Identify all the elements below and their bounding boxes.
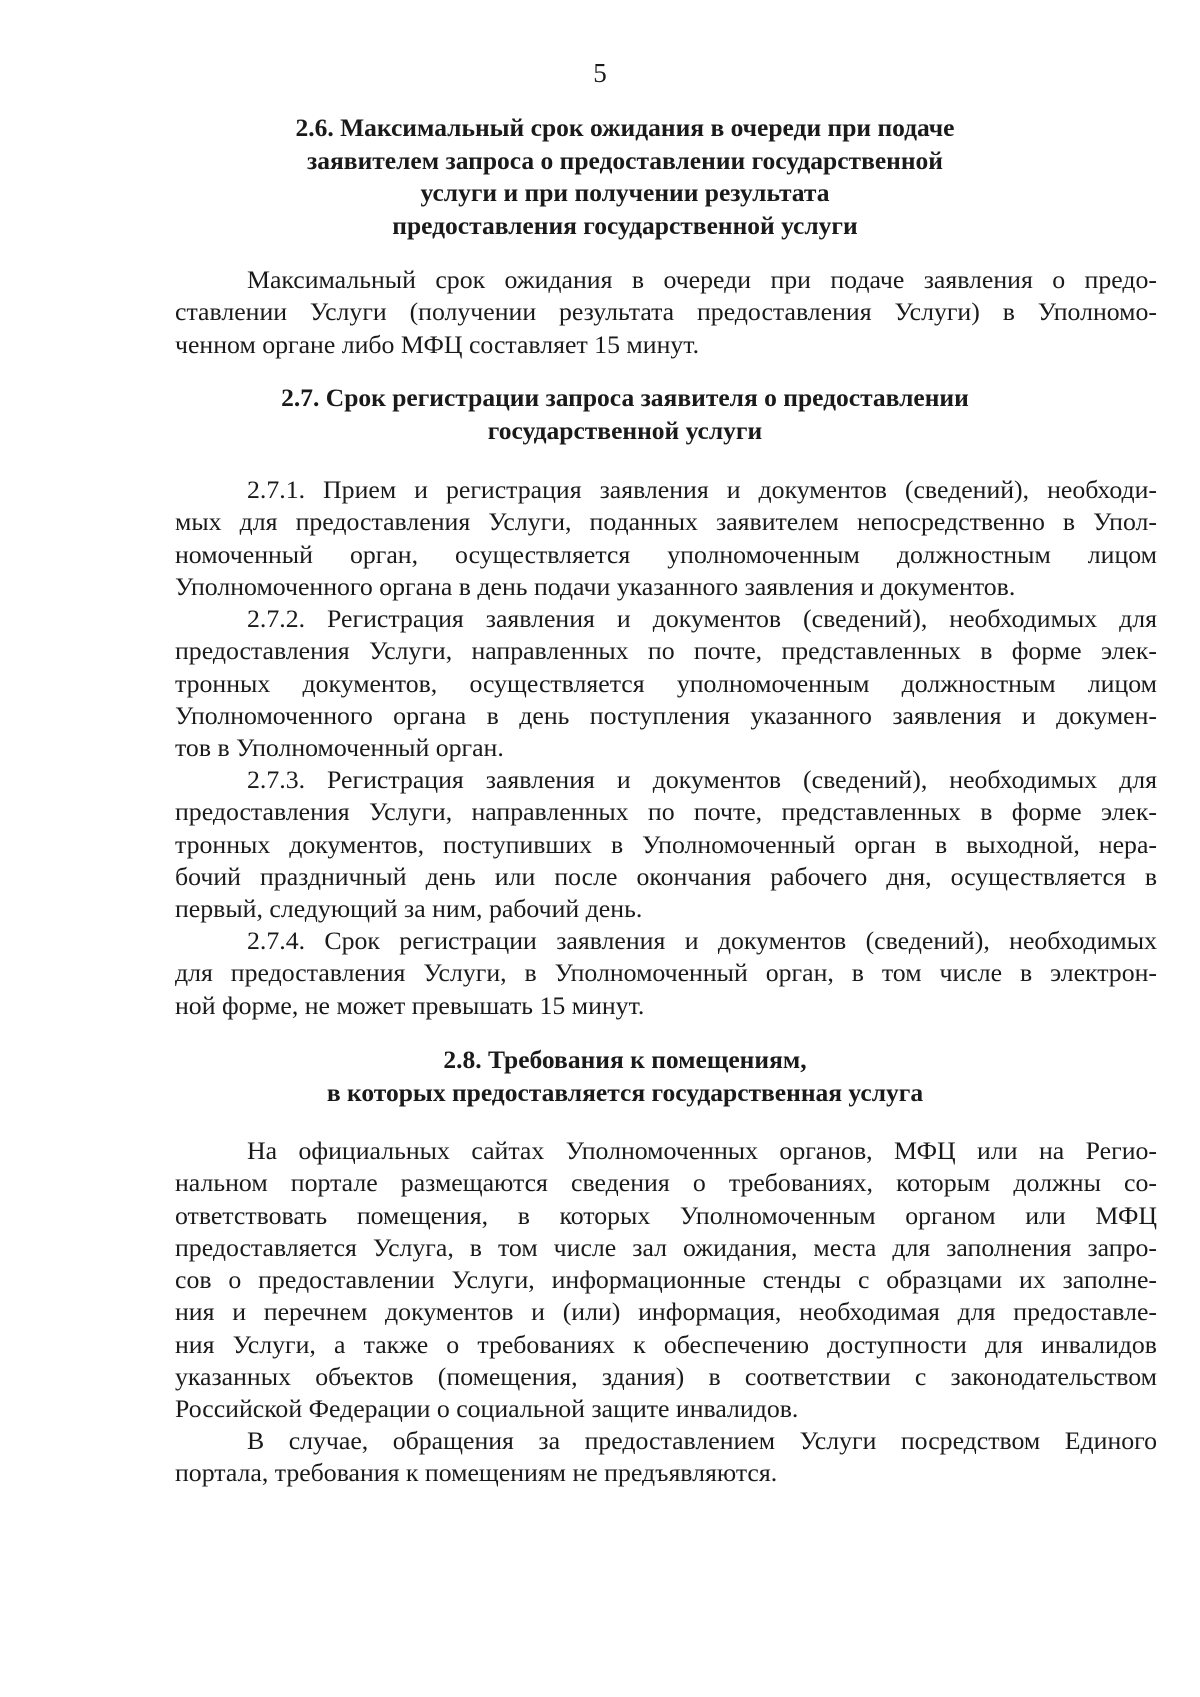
paragraph-line: 2.7.4. Срок регистрации заявления и документов (сведений), необходимых [247, 926, 1157, 955]
heading-line: 2.7. Срок регистрации запроса заявителя о предоставлении [281, 383, 969, 412]
paragraph-line: портала, требования к помещениям не предъявляются. [175, 1458, 778, 1488]
paragraph-line: первый, следующий за ним, рабочий день. [175, 894, 643, 924]
paragraph-line: ответствовать помещения, в которых Уполномоченным органом или МФЦ [175, 1200, 1157, 1230]
paragraph-line: Уполномоченного органа в день поступления указанного заявления и докумен- [175, 700, 1157, 730]
paragraph-line: На официальных сайтах Уполномоченных органов, МФЦ или на Регио- [247, 1136, 1157, 1165]
paragraph-line: предоставления Услуги, направленных по почте, представленных в форме элек- [175, 797, 1157, 827]
paragraph-line: ставлении Услуги (получении результата предоставления Услуги) в Уполномо- [175, 297, 1157, 327]
paragraph-line: ния и перечнем документов и (или) информация, необходимая для предоставле- [175, 1297, 1157, 1327]
paragraph-2-7-1 [175, 474, 1157, 603]
paragraph-line: ченном органе либо МФЦ составляет 15 минут. [175, 329, 700, 359]
paragraph-line: бочий праздничный день или после окончания рабочего дня, осуществляется в [175, 861, 1157, 891]
page-number: 5 [593, 58, 607, 88]
paragraph-line: тронных документов, осуществляется уполномоченным должностным лицом [175, 668, 1157, 698]
paragraph-2-7-3 [175, 764, 1157, 925]
paragraph-line: предоставляется Услуга, в том числе зал ожидания, места для заполнения запро- [175, 1232, 1157, 1262]
heading-line: предоставления государственной услуги [392, 210, 858, 240]
section-2-8-heading [230, 1044, 1020, 1109]
paragraph-line: сов о предоставлении Услуги, информационные стенды с образцами их заполне- [175, 1265, 1157, 1295]
heading-line: 2.8. Требования к помещениям, [443, 1045, 807, 1074]
heading-line: услуги и при получении результата [420, 178, 830, 207]
paragraph-2-7-4 [175, 925, 1157, 1022]
paragraph-line: ной форме, не может превышать 15 минут. [175, 990, 645, 1020]
paragraph-line: тронных документов, поступивших в Уполномоченный орган в выходной, нера- [175, 829, 1157, 859]
paragraph-line: 2.7.1. Прием и регистрация заявления и документов (сведений), необходи- [247, 475, 1157, 504]
paragraph-line: Российской Федерации о социальной защите инвалидов. [175, 1394, 799, 1424]
heading-line: государственной услуги [487, 415, 763, 445]
heading-line: заявителем запроса о предоставлении государственной [307, 145, 943, 175]
paragraph-line: предоставления Услуги, направленных по почте, представленных в форме элек- [175, 636, 1157, 666]
paragraph-2-8-2 [175, 1425, 1157, 1490]
section-2-6-heading [230, 112, 1020, 242]
paragraph-line: 2.7.2. Регистрация заявления и документов (сведений), необходимых для [247, 604, 1157, 633]
heading-line: 2.6. Максимальный срок ожидания в очереди при подаче [295, 113, 955, 142]
paragraph-2-8-1 [175, 1135, 1157, 1426]
paragraph-line: для предоставления Услуги, в Уполномоченный орган, в том числе в электрон- [175, 958, 1157, 988]
section-2-7-heading [230, 382, 1020, 447]
paragraph-line: Уполномоченного органа в день подачи указанного заявления и документов. [175, 571, 1016, 601]
paragraph-line: номоченный орган, осуществляется уполномоченным должностным лицом [175, 539, 1157, 569]
paragraph-line: указанных объектов (помещения, здания) в соответствии с законодательством [175, 1362, 1157, 1392]
paragraph-line: ния Услуги, а также о требованиях к обеспечению доступности для инвалидов [175, 1329, 1157, 1359]
paragraph-line: 2.7.3. Регистрация заявления и документов (сведений), необходимых для [247, 765, 1157, 794]
paragraph-line: В случае, обращения за предоставлением Услуги посредством Единого [247, 1426, 1157, 1455]
paragraph-line: Максимальный срок ожидания в очереди при подаче заявления о предо- [247, 265, 1157, 294]
paragraph-line: нальном портале размещаются сведения о требованиях, которым должны со- [175, 1168, 1157, 1198]
paragraph-2-6 [175, 264, 1157, 361]
paragraph-2-7-2 [175, 603, 1157, 764]
heading-line: в которых предоставляется государственная услуга [326, 1077, 924, 1107]
paragraph-line: тов в Уполномоченный орган. [175, 733, 504, 763]
paragraph-line: мых для предоставления Услуги, поданных заявителем непосредственно в Упол- [175, 507, 1157, 537]
